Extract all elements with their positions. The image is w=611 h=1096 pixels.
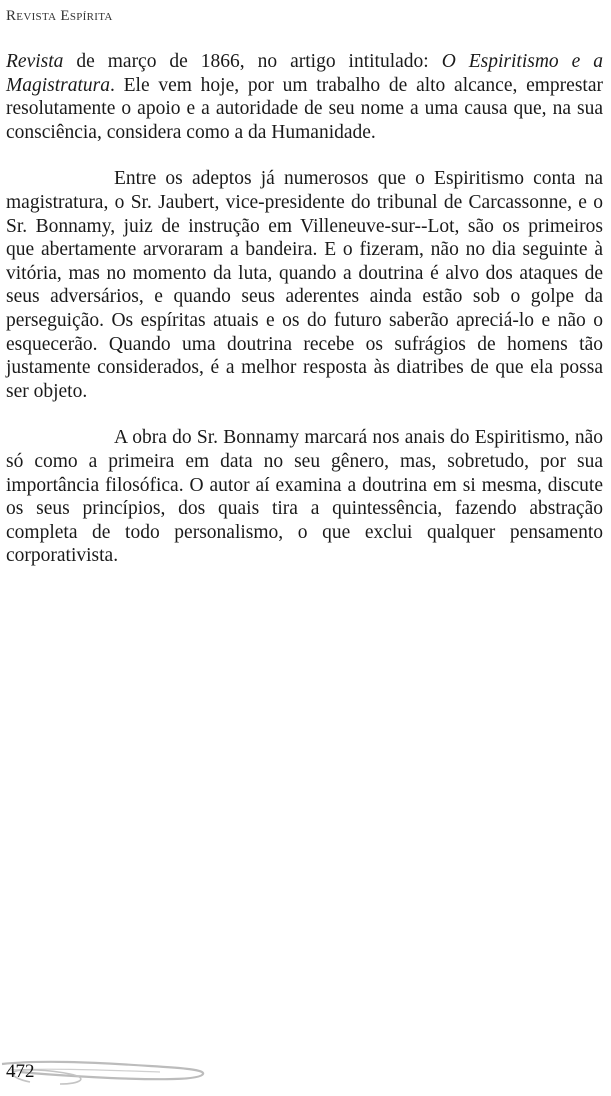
paragraph-1-text-b: . Ele vem hoje, por um trabalho de alto alcance, emprestar resolutamente o apoio e a autoridade de seu nome a uma causa que, na sua consciência, considera como a da Humanidade. (6, 74, 603, 143)
paragraph-1-text-a: de março de 1866, no artigo intitulado: (63, 51, 442, 72)
italic-title-revista: Revista (6, 51, 64, 72)
paragraph-2: Entre os adeptos já numerosos que o Espiritismo conta na magistratura, o Sr. Jaubert, vice-presidente do tribunal de Carcassonne, e o Sr. Bonnamy, juiz de instrução em Villeneuve-sur--Lot, são os primeiros que abertamente arvoraram a bandeira. E o fizeram, não no dia seguinte à vitória, mas no momento da luta, quando a doutrina é alvo dos ataques de seus adversários, e quando seus aderentes ainda estão sob o golpe da perseguição. Os espíritas atuais e os do futuro saberão apreciá-lo e não o esquecerão. Quando uma doutrina recebe os sufrágios de homens tão justamente considerados, é a melhor resposta às diatribes de que ela possa ser objeto. (6, 168, 603, 402)
running-head: Revista Espírita (6, 8, 113, 24)
body-text (6, 50, 603, 568)
page-number: 472 (6, 1061, 35, 1082)
paragraph-3: A obra do Sr. Bonnamy marcará nos anais do Espiritismo, não só como a primeira em data no seu gênero, mas, sobretudo, por sua importância filosófica. O autor aí examina a doutrina em si mesma, discute os seus princípios, dos quais tira a quintessência, fazendo abstração completa de todo personalismo, o que exclui qualquer pensamento corporativista. (6, 427, 603, 567)
paragraph-1 (6, 50, 603, 144)
italic-article-title: O Espiritismo e a Magistratura (6, 51, 603, 96)
